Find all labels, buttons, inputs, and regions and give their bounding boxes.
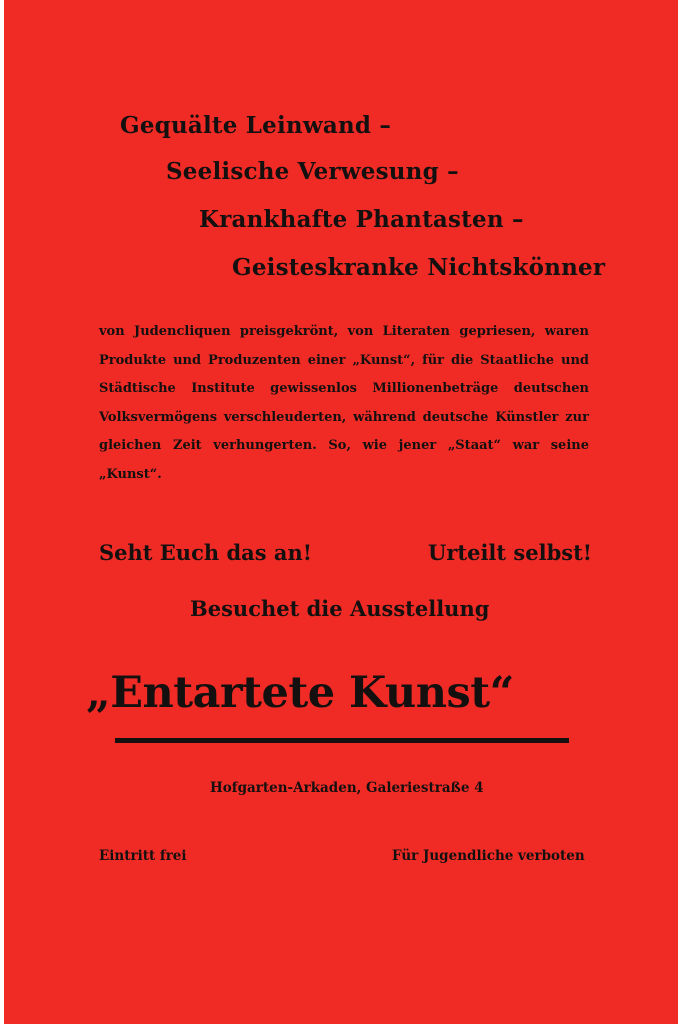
headline-line-2: Seelische Verwesung – [166,158,459,185]
call-right: Urteilt selbst! [428,540,592,565]
admission-note: Eintritt frei [99,848,187,864]
exhibition-title: „Entartete Kunst“ [86,668,514,718]
title-underline [115,738,569,743]
poster-sheet [4,0,678,1024]
headline-line-1: Gequälte Leinwand – [120,112,392,139]
headline-line-3: Krankhafte Phantasten – [199,206,524,233]
body-paragraph: von Judencliquen preisgekrönt, von Literaten gepriesen, waren Produkte und Produzenten einer „Kunst“, für die Staatliche und Städtische Institute gewissenlos Millionenbeträge deutschen Volksvermögens verschleuderten, während deutsche Künstler zur gleichen Zeit verhungerten. So, wie jener „Staat“ war seine „Kunst“. [99,324,589,482]
visit-line: Besuchet die Ausstellung [190,596,490,621]
age-restriction-note: Für Jugendliche verboten [392,848,585,864]
address-line: Hofgarten-Arkaden, Galeriestraße 4 [210,780,484,796]
call-left: Seht Euch das an! [99,540,312,565]
headline-line-4: Geisteskranke Nichtskönner [232,254,606,281]
